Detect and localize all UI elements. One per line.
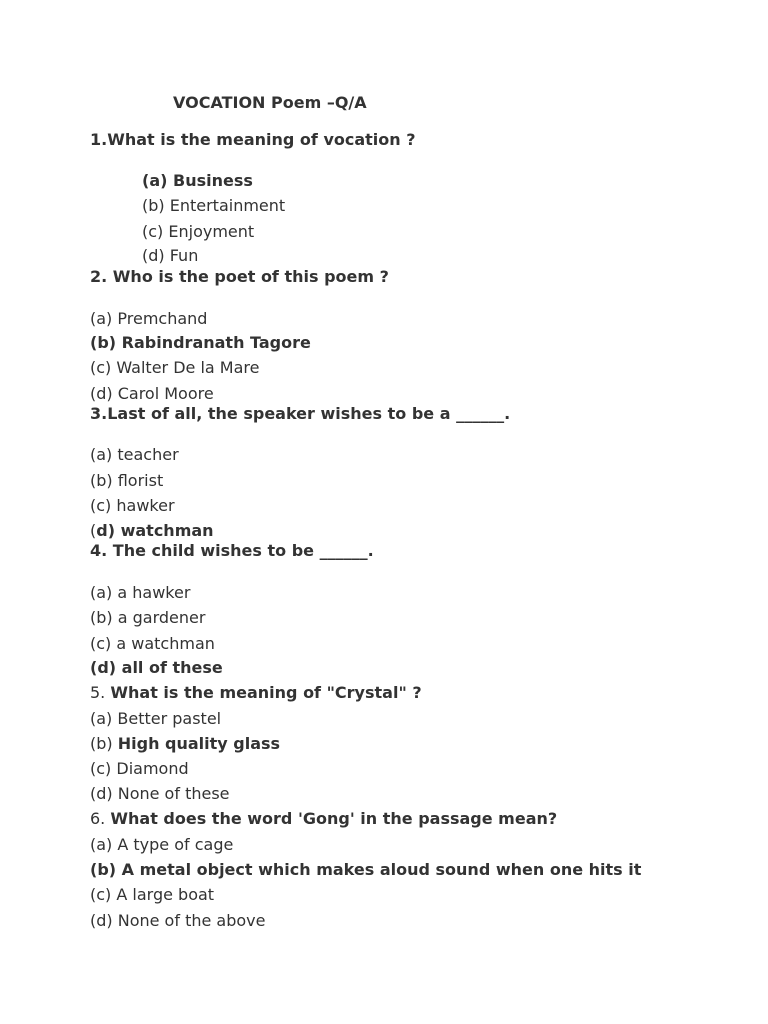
q5-option-b-answer (90, 734, 280, 754)
question-6-number: 6. (90, 809, 106, 828)
question-2: 2. Who is the poet of this poem ? (90, 267, 389, 286)
question-1: 1.What is the meaning of vocation ? (90, 130, 416, 149)
q4-option-c: (c) a watchman (90, 634, 215, 653)
question-3: 3.Last of all, the speaker wishes to be a ______. (90, 404, 511, 423)
q2-option-a: (a) Premchand (90, 309, 208, 328)
question-6-text: What does the word 'Gong' in the passage mean? (110, 809, 558, 828)
q4-option-b: (b) a gardener (90, 608, 206, 627)
q2-option-c: (c) Walter De la Mare (90, 358, 260, 377)
q4-option-a: (a) a hawker (90, 583, 191, 602)
q4-option-d-answer: (d) all of these (90, 658, 223, 677)
question-5-text: What is the meaning of "Crystal" ? (110, 683, 422, 702)
q6-option-d: (d) None of the above (90, 911, 266, 930)
page-title: VOCATION Poem –Q/A (173, 93, 367, 112)
q3-option-d-text: d) watchman (96, 521, 214, 540)
q5-option-c: (c) Diamond (90, 759, 189, 778)
q6-option-a: (a) A type of cage (90, 835, 234, 854)
question-6 (90, 809, 557, 829)
q1-option-a-answer: (a) Business (142, 171, 253, 190)
q3-option-d-prefix: ( (90, 521, 97, 540)
q3-option-a: (a) teacher (90, 445, 179, 464)
q1-option-c: (c) Enjoyment (142, 222, 255, 241)
question-5 (90, 683, 422, 703)
question-4: 4. The child wishes to be ______. (90, 541, 374, 560)
q2-option-b-answer: (b) Rabindranath Tagore (90, 333, 311, 352)
q6-option-c: (c) A large boat (90, 885, 215, 904)
question-5-number: 5. (90, 683, 106, 702)
q6-option-b-answer: (b) A metal object which makes aloud sound when one hits it (90, 860, 642, 879)
q1-option-d: (d) Fun (142, 246, 199, 265)
q3-option-b: (b) florist (90, 471, 164, 490)
q5-option-d: (d) None of these (90, 784, 230, 803)
q5-option-a: (a) Better pastel (90, 709, 222, 728)
q3-option-d-answer (90, 521, 214, 541)
q1-option-b: (b) Entertainment (142, 196, 286, 215)
q5-option-b-text: High quality glass (117, 734, 281, 753)
q5-option-b-prefix: (b) (90, 734, 113, 753)
q3-option-c: (c) hawker (90, 496, 175, 515)
q2-option-d: (d) Carol Moore (90, 384, 214, 403)
